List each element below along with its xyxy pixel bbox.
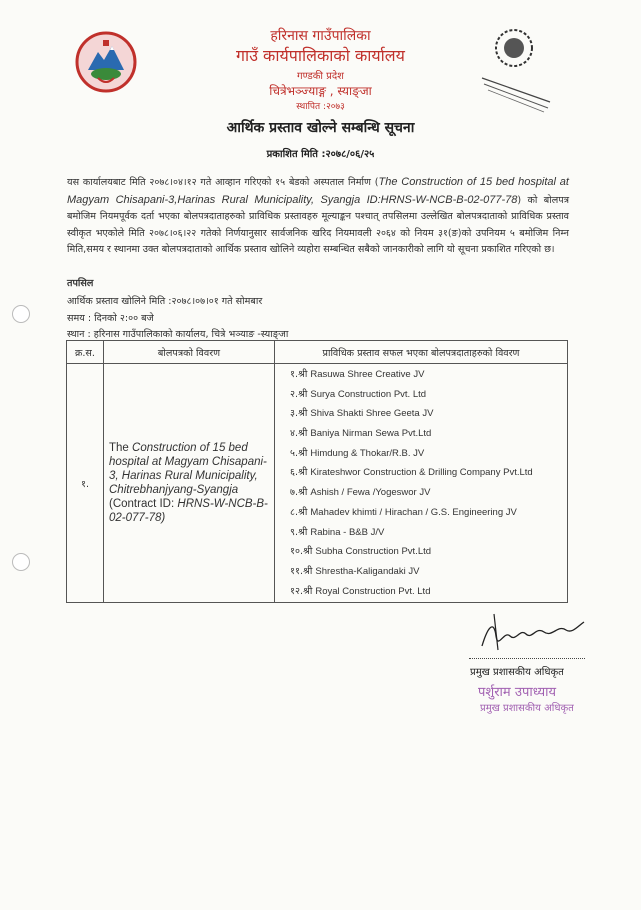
list-item bbox=[276, 523, 566, 543]
description-text: Construction of 15 bed hospital at Magyam Chisapani-3, Harinas Rural Municipality, Chitrebhanjyang-Syangja bbox=[109, 442, 267, 497]
bidder-number: ७.श्री bbox=[290, 487, 308, 499]
bidder-number: ३.श्री bbox=[290, 408, 308, 420]
bidder-name: Surya Construction Pvt. Ltd bbox=[310, 388, 427, 400]
project-description bbox=[105, 441, 273, 525]
header-sn: क्र.स. bbox=[67, 341, 104, 364]
list-item bbox=[276, 542, 566, 562]
list-item bbox=[276, 385, 566, 405]
bidder-number: १.श्री bbox=[290, 369, 308, 380]
list-item bbox=[276, 483, 566, 503]
list-item bbox=[276, 582, 566, 602]
body-part-1: यस कार्यालयबाट मिति २०७८।०४।१२ गते आव्हान गरिएको १५ बेडको अस्पताल निर्माण ( bbox=[67, 177, 379, 188]
office-seal-stamp bbox=[478, 22, 566, 118]
body-part-2: ) को बोलपत्र बमोजिम नियमपूर्वक दर्ता भएका बोलपत्रदाताहरुको प्राविधिक प्रस्तावहरु मूल्याङ्कन पश्चात् तपसिलमा उल्लेखित बोलपत्रदाताको प्राविधिक प्रस्ताव स्वीकृत भएकोले मिति २०७८।०६।२२ गतेको निर्णयानुसार सार्वजनिक खरिद नियमावली २०६४ को नियम ३१(ङ)को उपनियम ५ बमोजिम निम्न मिति,समय र स्थानमा उक्त बोलपत्रदाताको आर्थिक प्रस्ताव खोलिने व्यहोरा सम्बन्धित सबैको जानकारीको लागि यो सूचना प्रकाशित गरिएको छ। bbox=[67, 194, 569, 255]
list-item bbox=[276, 562, 566, 582]
list-item bbox=[276, 365, 566, 385]
punch-hole bbox=[12, 305, 30, 323]
tapsil-label: तपसिल bbox=[67, 278, 94, 289]
signatory-title-stamp: प्रमुख प्रशासकीय अधिकृत bbox=[480, 703, 574, 714]
list-item bbox=[276, 444, 566, 464]
bidder-name: Kirateshwor Construction & Drilling Company Pvt.Ltd bbox=[310, 467, 533, 479]
bidder-number: २.श्री bbox=[290, 388, 308, 400]
list-item bbox=[276, 424, 566, 444]
province-name: गण्डकी प्रदेश bbox=[297, 71, 344, 82]
bidder-name: Rasuwa Shree Creative JV bbox=[310, 369, 425, 380]
bidder-number: ११.श्री bbox=[290, 565, 313, 577]
contract-label: (Contract ID: bbox=[109, 498, 178, 511]
bidder-number: ४.श्री bbox=[290, 428, 308, 440]
punch-hole bbox=[12, 553, 30, 571]
opening-venue: स्थान : हरिनास गाउँपालिकाको कार्यालय, चित्रे भञ्याङ -स्याङ्जा bbox=[67, 329, 289, 340]
description-prefix: The bbox=[109, 442, 133, 455]
office-name: गाउँ कार्यपालिकाको कार्यालय bbox=[236, 46, 405, 65]
project-title-en: The Construction of 15 bed hospital at Magyam Chisapani-3,Harinas Rural Municipality, Syangja ID:HRNS-W-NCB-B-02-077-78 bbox=[67, 176, 569, 206]
bidder-name: Shrestha-Kaligandaki JV bbox=[315, 565, 420, 577]
signature-line bbox=[469, 658, 585, 659]
table-header-row bbox=[67, 341, 568, 364]
address: चित्रेभञ्ज्याङ्ग , स्याङ्जा bbox=[269, 84, 372, 98]
bidder-name: Himdung & Thokar/R.B. JV bbox=[310, 447, 425, 459]
opening-date: आर्थिक प्रस्ताव खोलिने मिति :२०७८।०७।०१ गते सोमबार bbox=[67, 296, 263, 307]
list-item bbox=[276, 463, 566, 483]
municipality-name: हरिनास गाउँपालिका bbox=[270, 28, 371, 44]
signatory-name-stamp: पर्शुराम उपाध्याय bbox=[478, 685, 557, 700]
bidder-name: Rabina - B&B J/V bbox=[310, 526, 385, 538]
bidder-number: १०.श्री bbox=[290, 546, 313, 558]
bidder-name: Mahadev khimti / Hirachan / G.S. Engineering JV bbox=[310, 506, 517, 518]
signatory-title: प्रमुख प्रशासकीय अधिकृत bbox=[470, 667, 564, 678]
bidder-name: Subha Construction Pvt.Ltd bbox=[315, 546, 432, 558]
row-bid-description bbox=[104, 364, 275, 603]
list-item bbox=[276, 503, 566, 523]
bidder-name: Shiva Shakti Shree Geeta JV bbox=[310, 408, 434, 420]
bidder-number: ८.श्री bbox=[290, 506, 308, 518]
header-bid-description: बोलपत्रको विवरण bbox=[104, 341, 275, 364]
opening-time: समय : दिनको २:०० बजे bbox=[67, 313, 154, 324]
row-bidder-list bbox=[275, 364, 568, 603]
bidder-number: १२.श्री bbox=[290, 585, 313, 597]
table-row bbox=[67, 364, 568, 603]
bidder-name: Baniya Nirman Sewa Pvt.Ltd bbox=[310, 428, 432, 440]
list-item bbox=[276, 404, 566, 424]
contract-id: HRNS-W-NCB-B-02-077-78) bbox=[109, 498, 268, 525]
bidder-list bbox=[276, 365, 566, 601]
bidder-number: ५.श्री bbox=[290, 447, 308, 459]
bidders-table bbox=[66, 340, 568, 603]
bidder-number: ६.श्री bbox=[290, 467, 308, 479]
established-date: स्थापित :२०७३ bbox=[296, 102, 345, 112]
bidder-name: Ashish / Fewa /Yogeswor JV bbox=[310, 487, 431, 499]
bidder-number: ९.श्री bbox=[290, 526, 308, 538]
notice-body bbox=[67, 174, 569, 259]
header-successful-bidders: प्राविधिक प्रस्ताव सफल भएका बोलपत्रदाताहरुको विवरण bbox=[275, 341, 568, 364]
row-sn: १. bbox=[67, 364, 104, 603]
bidder-name: Royal Construction Pvt. Ltd bbox=[315, 585, 431, 597]
handwritten-signature bbox=[474, 606, 594, 666]
notice-title: आर्थिक प्रस्ताव खोल्ने सम्बन्धि सूचना bbox=[226, 120, 415, 136]
published-date: प्रकाशित मिति :२०७८/०६/२५ bbox=[266, 149, 375, 160]
